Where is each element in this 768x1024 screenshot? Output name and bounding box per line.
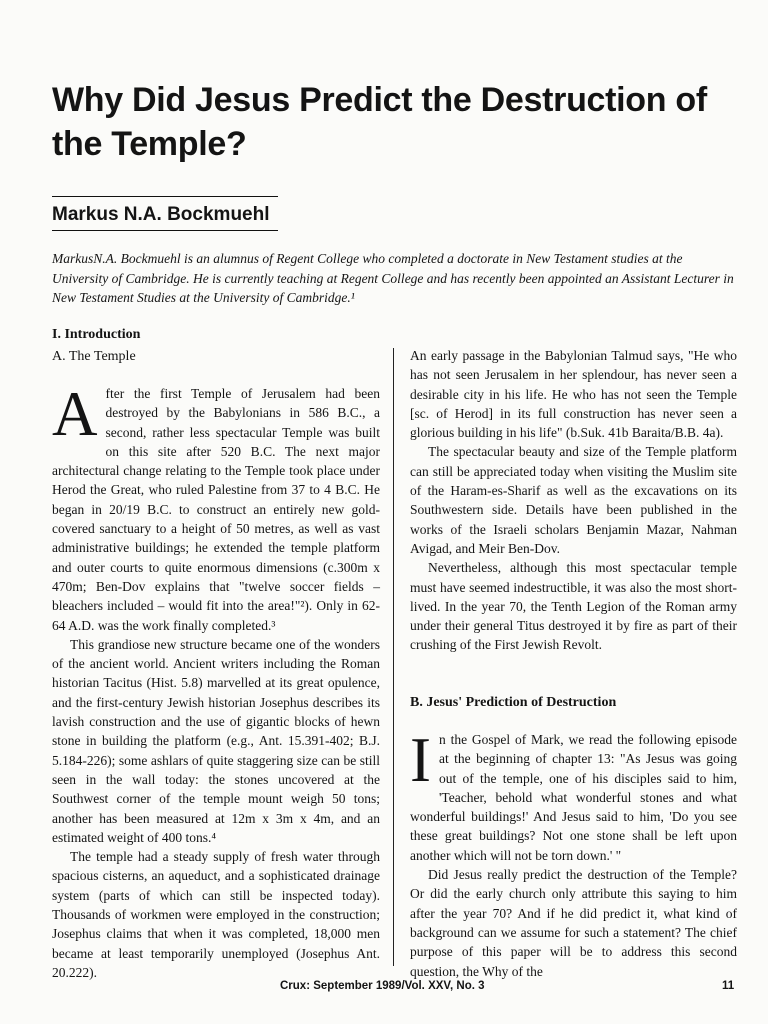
author-name: Markus N.A. Bockmuehl — [52, 204, 270, 225]
paragraph — [52, 379, 380, 635]
author-rule-bottom — [52, 230, 278, 231]
paragraph: The spectacular beauty and size of the Temple platform can still be appreciated today when visiting the Muslim site of the Haram-es-Sharif as well as the excavations on its Southwestern side. Details have been published in the works of the Israeli scholars Benjamin Mazar, Nahman Avigad, and Meir Ben-Dov. — [410, 444, 737, 556]
left-column — [52, 379, 380, 982]
journal-footer: Crux: September 1989/Vol. XXV, No. 3 — [280, 980, 485, 992]
paragraph: Did Jesus really predict the destruction of the Temple? Or did the early church only attribute this saying to him after the year 70? And if he did predict it, what kind of background can we assume for such a statement? The chief purpose of this paper will be to address this second question, the Why of the — [410, 867, 737, 979]
right-column-bottom — [410, 725, 737, 981]
subheading-the-temple: A. The Temple — [52, 349, 136, 364]
author-bio: MarkusN.A. Bockmuehl is an alumnus of Regent College who completed a doctorate in New Testament studies at the University of Cambridge. He is currently teaching at Regent College and has recently been appointed an Assistant Lecturer in New Testament Studies at the University of Cambridge.¹ — [52, 251, 734, 305]
paragraph: An early passage in the Babylonian Talmud says, "He who has not seen Jerusalem in her splendour, has never seen a desirable city in his life. He who has not seen the Temple [sc. of Herod] in its full construction has never seen a glorious building in his life" (b.Suk. 41b Baraita/B.B. 4a). — [410, 348, 737, 441]
drop-cap: A — [52, 379, 98, 449]
paragraph: This grandiose new structure became one of the wonders of the ancient world. Ancient writers including the Roman historian Tacitus (Hist. 5.8) marvelled at its great opulence, and the first-century Jewish historian Josephus describes its lavish construction and the use of gigantic blocks of hewn stone in building the platform (e.g., Ant. 15.391-402; B.J. 5.184-226); some ashlars of quite staggering size can be still seen in the wall today: the stones uncovered at the Southwest corner of the temple mount weigh 50 tons; another has been measured at 12m x 3m x 4m, and an estimated weight of 400 tons.⁴ — [52, 636, 380, 845]
paragraph: The temple had a steady supply of fresh water through spacious cisterns, an aqueduct, and a sophisticated drainage system (parts of which can still be inspected today). Thousands of workmen were employed in the construction; Josephus claims that when it was completed, 18,000 men became at least temporarily unemployed (Josephus Ant. 20.222). — [52, 849, 380, 980]
paragraph: Nevertheless, although this most spectacular temple must have seemed indestructible, it was also the most short-lived. In the year 70, the Tenth Legion of the Roman army under their general Titus destroyed it by fire as part of their crushing of the First Jewish Revolt. — [410, 560, 737, 653]
drop-cap: I — [410, 725, 431, 795]
right-column-top — [410, 346, 737, 655]
section-heading-introduction: I. Introduction — [52, 327, 141, 342]
article-title: Why Did Jesus Predict the Destruction of the Temple? — [52, 81, 707, 163]
page-number: 11 — [722, 980, 735, 992]
subheading-jesus-prediction: B. Jesus' Prediction of Destruction — [410, 695, 617, 710]
paragraph-text: fter the first Temple of Jerusalem had been destroyed by the Babylonians in 586 B.C., a second, rather less spectacular Temple was built on this site after 520 B.C. The next major architectural change relating to the Temple took place under Herod the Great, who ruled Palestine from 37 to 4 B.C. He began in 20/19 B.C. to construct an entirely new gold-covered sanctuary to a height of 50 metres, as well as vast administrative buildings; he extended the temple platform and outer courts to quite enormous dimensions (c.300m x 470m; Ben-Dov explains that "twelve soccer fields – bleachers included – would fit into the area!"²). Only in 62-64 A.D. was the work finally completed.³ — [52, 386, 380, 633]
author-rule-top — [52, 196, 278, 197]
paragraph — [410, 725, 737, 865]
paragraph-text: n the Gospel of Mark, we read the following episode at the beginning of chapter 13: "As Jesus was going out of the temple, one of his disciples said to him, 'Teacher, behold what wonderful stones and what wonderful buildings!' And Jesus said to him, 'Do you see these great buildings? Not one stone shall be left upon another which will not be torn down.' " — [410, 732, 737, 863]
column-divider — [393, 348, 394, 966]
